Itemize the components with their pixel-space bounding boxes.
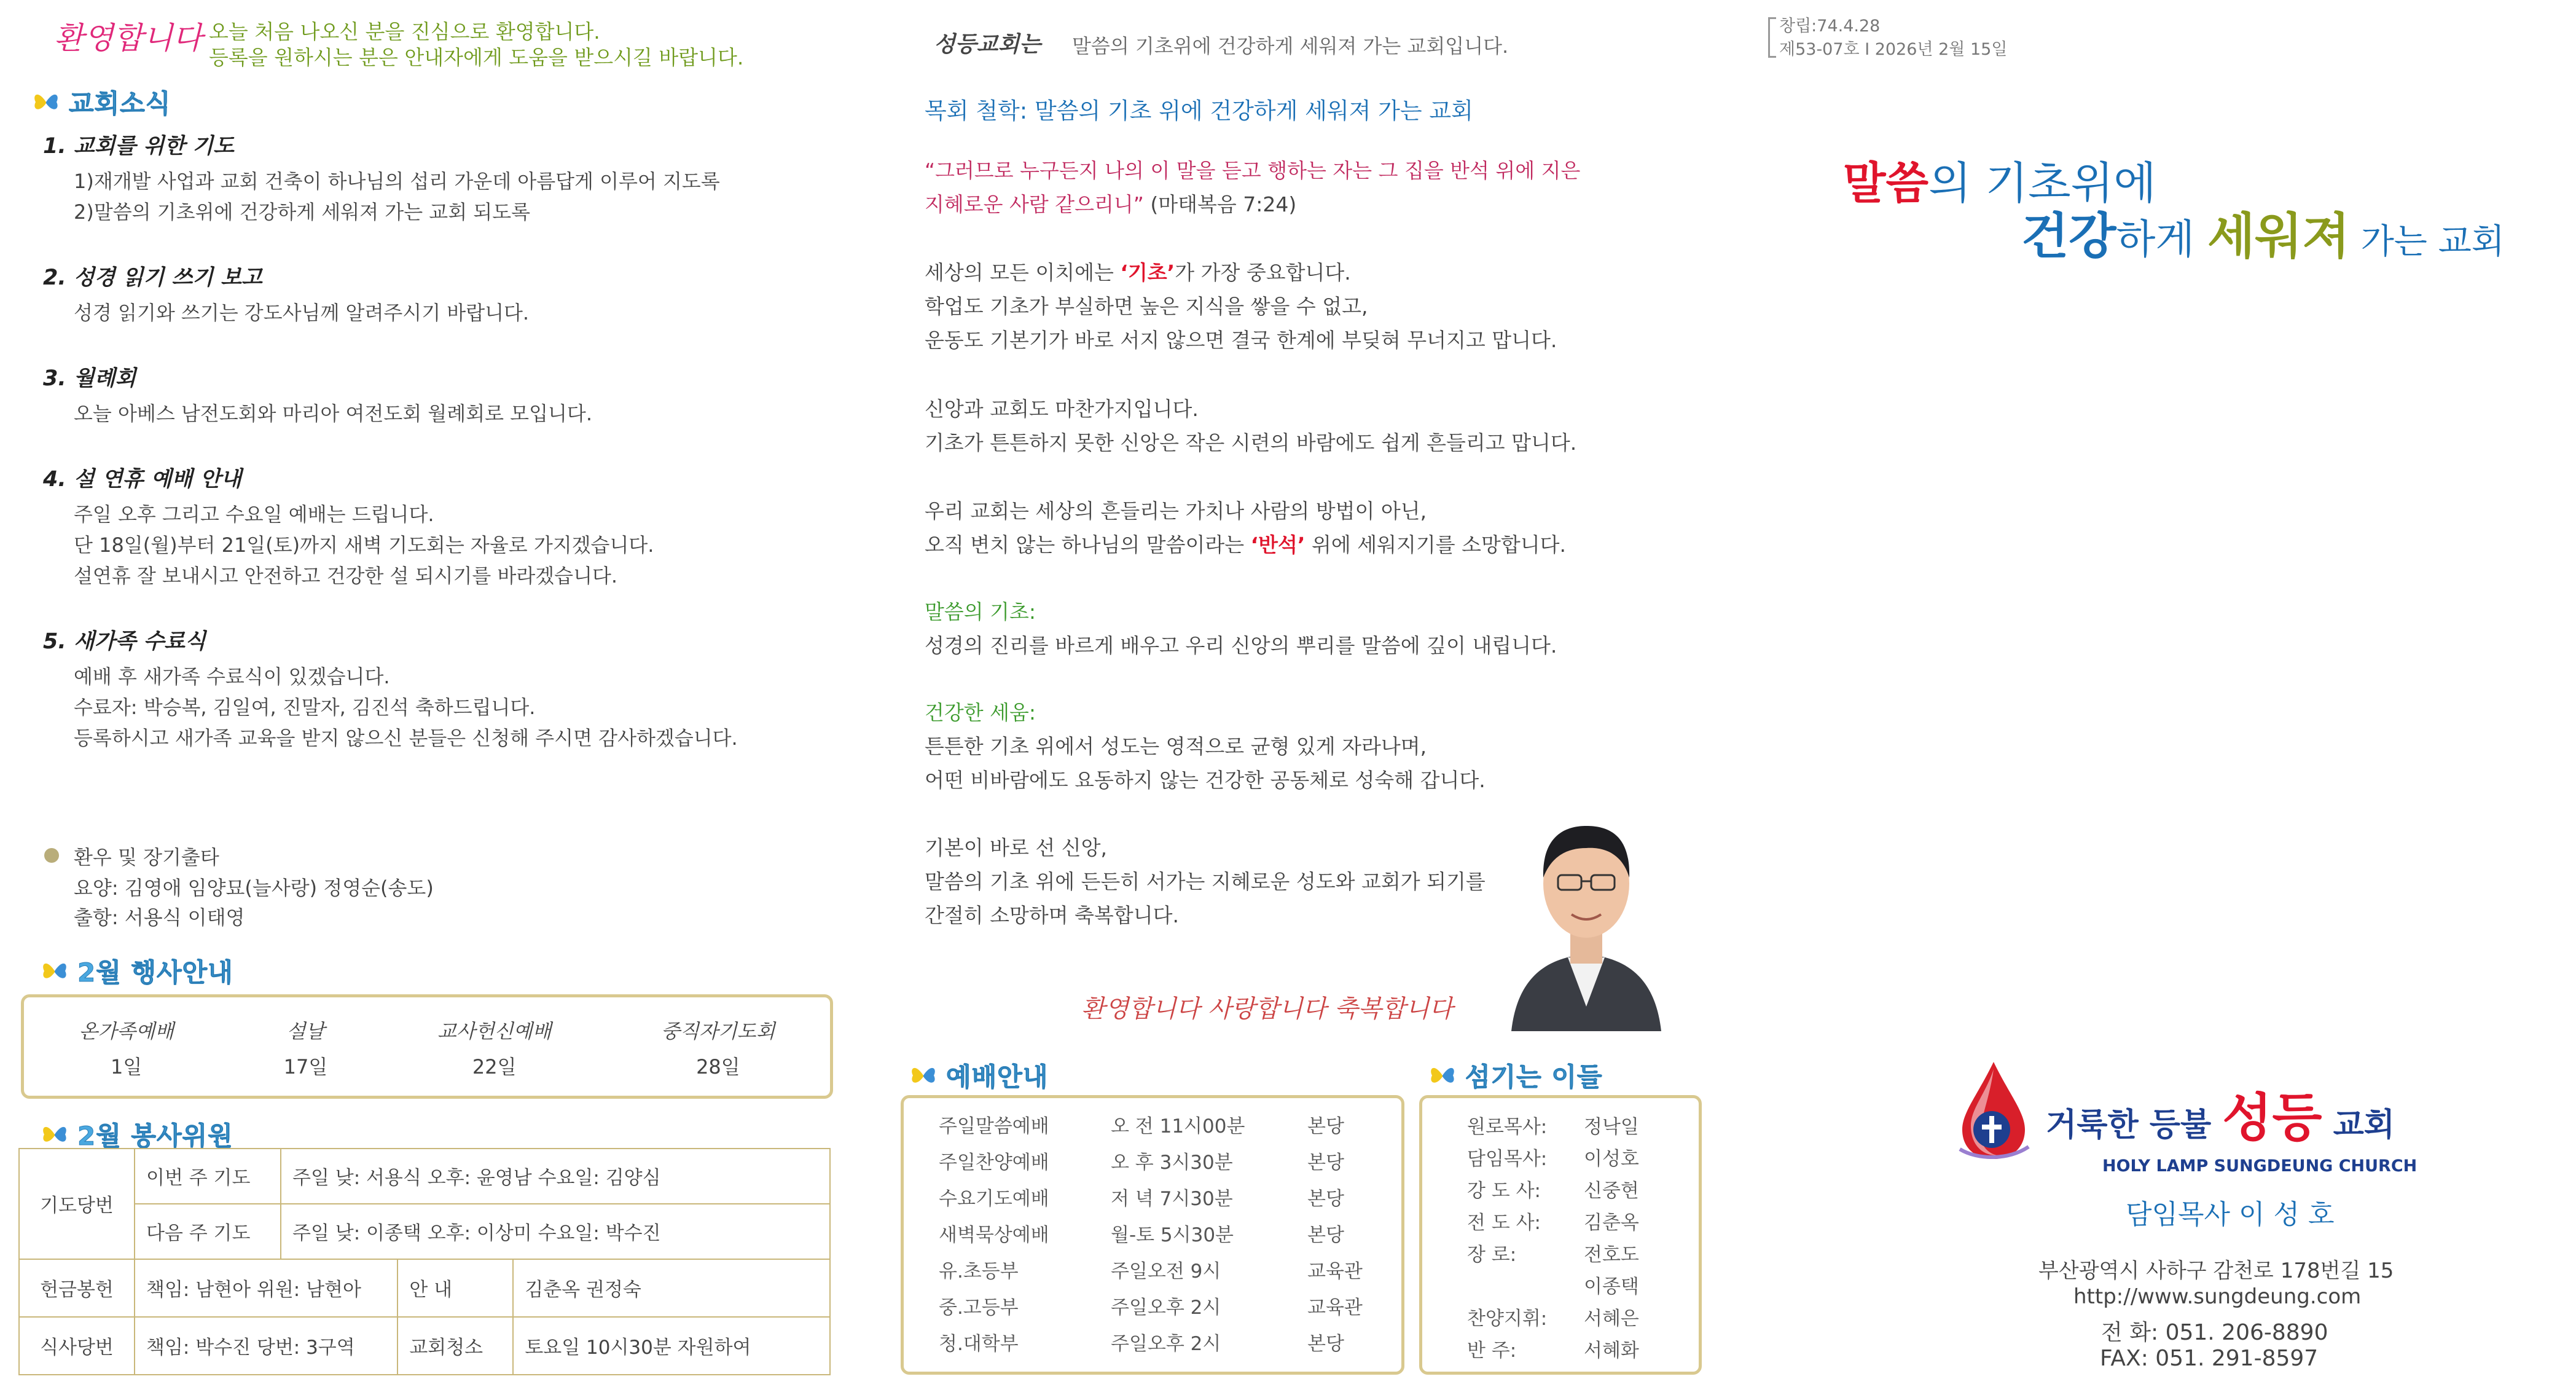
news-item <box>43 462 842 591</box>
mid-header-text: 말씀의 기초위에 건강하게 세워져 가는 교회입니다. <box>1072 34 1509 58</box>
list-item <box>1467 1204 1688 1236</box>
table-row <box>19 1149 830 1204</box>
staff-role: 반 주: <box>1467 1339 1517 1362</box>
staff-name: 김춘옥 <box>1584 1211 1639 1234</box>
staff-name: 전호도 <box>1584 1243 1639 1266</box>
cover-word: 의 기초위에 <box>1928 157 2156 209</box>
news-item-line: 주일 오후 그리고 수요일 예배는 드립니다. <box>74 503 434 526</box>
address: 부산광역시 사하구 감천로 178번길 15 <box>2038 1259 2394 1283</box>
patients-title: 환우 및 장기출타 <box>74 846 219 869</box>
paragraph-2 <box>925 392 1705 460</box>
list-item <box>1467 1268 1688 1300</box>
text: 운동도 기본기가 바로 서지 않으면 결국 한계에 부딪혀 무너지고 맙니다. <box>925 328 1557 352</box>
meal-value: 책임: 박수진 당번: 3구역 <box>135 1317 397 1375</box>
news-item <box>43 129 842 227</box>
welcome-script: 환영합니다 <box>54 20 203 56</box>
worship-title <box>909 1057 1048 1094</box>
service-title <box>41 1116 233 1153</box>
guide-label: 안 내 <box>397 1259 513 1317</box>
pastor-name: 담임목사 이 성 호 <box>2126 1199 2335 1230</box>
verse <box>925 154 1705 221</box>
verse-line <box>925 187 1705 221</box>
cover-title-line-2 <box>2021 197 2505 267</box>
butterfly-icon <box>41 959 69 983</box>
butterfly-icon <box>41 1122 69 1147</box>
patients-line-2: 출항: 서용식 이태영 <box>74 906 245 929</box>
church-logo-icon <box>1954 1057 2034 1161</box>
offering-label: 헌금봉헌 <box>19 1259 135 1317</box>
staff-name: 서혜은 <box>1584 1307 1639 1330</box>
text: 세상의 모든 이치에는 <box>925 261 1121 285</box>
staff-role: 원로목사: <box>1467 1115 1548 1138</box>
worship-list <box>939 1106 1381 1360</box>
worship-name: 새벽묵상예배 <box>939 1224 1049 1246</box>
next-week-value: 주일 낮: 이종택 오후: 이상미 수요일: 박수진 <box>281 1204 830 1259</box>
event-date: 1일 <box>110 1055 143 1078</box>
service-title-text: 2월 봉사위원 <box>77 1121 233 1151</box>
paragraph-3 <box>925 494 1705 562</box>
paragraph-1 <box>925 256 1705 357</box>
philosophy: 목회 철학: 말씀의 기초 위에 건강하게 세워져 가는 교회 <box>925 98 1473 124</box>
text: 우리 교회는 세상의 흔들리는 가치나 사람의 방법이 아닌, <box>925 499 1427 523</box>
text: 어떤 비바람에도 요동하지 않는 건강한 공동체로 성숙해 갑니다. <box>925 768 1486 792</box>
worship-name: 주일찬양예배 <box>939 1152 1049 1174</box>
event-item <box>284 1016 328 1080</box>
worship-time: 주일오후 2시 <box>1111 1333 1221 1355</box>
staff-name: 이종택 <box>1584 1275 1639 1298</box>
worship-time: 월-토 5시30분 <box>1111 1224 1234 1246</box>
list-item <box>1467 1300 1688 1332</box>
keyword: ‘기초’ <box>1120 261 1175 285</box>
event-date: 28일 <box>696 1055 740 1078</box>
event-name: 설날 <box>286 1020 325 1043</box>
news-item-line: 설연휴 잘 보내시고 안전하고 건강한 설 되시기를 바라겠습니다. <box>74 564 618 587</box>
event-item <box>79 1016 174 1080</box>
welcome-line-2: 등록을 원하시는 분은 안내자에게 도움을 받으시길 바랍니다. <box>209 45 744 69</box>
next-week-label: 다음 주 기도 <box>135 1204 281 1259</box>
worship-place: 본당 <box>1307 1115 1344 1137</box>
news-item-head: 3. 월례회 <box>43 366 136 391</box>
worship-place: 본당 <box>1307 1152 1344 1174</box>
worship-place: 교육관 <box>1307 1297 1363 1319</box>
staff-title-text: 섬기는 이들 <box>1465 1062 1603 1092</box>
worship-title-text: 예배안내 <box>946 1062 1049 1092</box>
list-item <box>939 1215 1381 1251</box>
worship-time: 저 녁 7시30분 <box>1111 1188 1233 1210</box>
list-item <box>939 1106 1381 1142</box>
this-week-label: 이번 주 기도 <box>135 1149 281 1204</box>
church-prefix: 거룩한 등불 <box>2046 1107 2212 1144</box>
patients-line-1: 요양: 김영애 임양묘(늘사랑) 정영순(송도) <box>74 876 434 900</box>
events-box <box>21 994 833 1099</box>
news-item <box>43 261 842 328</box>
staff-title <box>1428 1057 1602 1094</box>
phone: 전 화: 051. 206-8890 <box>2101 1320 2328 1345</box>
worship-name: 주일말씀예배 <box>939 1115 1049 1137</box>
events-title-text: 2월 행사안내 <box>77 957 233 988</box>
text: 말씀의 기초 위에 든든히 서가는 지혜로운 성도와 교회가 되기를 <box>925 870 1486 894</box>
list-item <box>1467 1236 1688 1268</box>
service-table <box>18 1148 831 1375</box>
worship-name: 유.초등부 <box>939 1260 1019 1283</box>
worship-place: 본당 <box>1307 1333 1344 1355</box>
news-item-head: 5. 새가족 수료식 <box>43 629 206 654</box>
text: 기본이 바로 선 신앙, <box>925 836 1107 860</box>
news-item-head: 4. 설 연휴 예배 안내 <box>43 467 242 492</box>
table-row <box>19 1204 830 1259</box>
list-item <box>1467 1141 1688 1173</box>
this-week-value: 주일 낮: 서용식 오후: 윤영남 수요일: 김양심 <box>281 1149 830 1204</box>
text: 가 가장 중요합니다. <box>1175 261 1351 285</box>
event-name: 교사헌신예배 <box>437 1020 552 1043</box>
list-item <box>939 1251 1381 1287</box>
staff-name: 이성호 <box>1584 1147 1639 1170</box>
text: 신앙과 교회도 마찬가지입니다. <box>925 397 1199 421</box>
event-item <box>661 1016 775 1080</box>
slogan: 환영합니다 사랑합니다 축복합니다 <box>1081 995 1454 1023</box>
founded: 창립:74.4.28 <box>1779 17 1881 36</box>
events-title <box>41 953 233 989</box>
welcome-line-1: 오늘 처음 나오신 분을 진심으로 환영합니다. <box>209 20 600 44</box>
staff-role: 장 로: <box>1467 1243 1517 1266</box>
news-item-line: 1)재개발 사업과 교회 건축이 하나님의 섭리 가운데 아름답게 이루어 지도록 <box>74 170 720 193</box>
event-name: 온가족예배 <box>79 1020 174 1043</box>
text: 간절히 소망하며 축복합니다. <box>925 903 1180 927</box>
list-item <box>1467 1109 1688 1141</box>
news-title-text: 교회소식 <box>69 88 171 119</box>
worship-name: 수요기도예배 <box>939 1188 1049 1210</box>
event-date: 22일 <box>472 1055 517 1078</box>
cover-word: 세워져 <box>2207 208 2350 265</box>
news-item <box>43 624 842 753</box>
text: 오직 변치 않는 하나님의 말씀이라는 <box>925 533 1251 557</box>
list-item <box>939 1287 1381 1324</box>
list-item <box>939 1142 1381 1179</box>
table-row <box>19 1259 830 1317</box>
news-item-head: 1. 교회를 위한 기도 <box>43 134 234 159</box>
event-item <box>437 1016 551 1080</box>
website-link[interactable]: http://www.sungdeung.com <box>2073 1284 2362 1309</box>
worship-time: 오 전 11시00분 <box>1111 1115 1245 1137</box>
verse-ref: (마태복음 7:24) <box>1150 192 1297 216</box>
subheading: 말씀의 기초: <box>925 600 1036 624</box>
verse-line: “그러므로 누구든지 나의 이 말을 듣고 행하는 자는 그 집을 반석 위에 지은 <box>925 159 1581 183</box>
news-item-line: 예배 후 새가족 수료식이 있겠습니다. <box>74 665 390 688</box>
worship-place: 교육관 <box>1307 1260 1363 1283</box>
worship-place: 본당 <box>1307 1188 1344 1210</box>
worship-time: 주일오전 9시 <box>1111 1260 1221 1283</box>
butterfly-icon <box>909 1063 938 1088</box>
cover-word: 건강 <box>2021 208 2116 265</box>
staff-list <box>1467 1109 1688 1364</box>
list-item <box>1467 1173 1688 1204</box>
cover-word: 하게 <box>2116 216 2208 263</box>
church-name: 성등 <box>2222 1088 2322 1148</box>
worship-time: 주일오후 2시 <box>1111 1297 1221 1319</box>
staff-role: 찬양지휘: <box>1467 1307 1548 1330</box>
staff-role: 강 도 사: <box>1467 1179 1541 1202</box>
subheading: 건강한 세움: <box>925 701 1036 725</box>
worship-place: 본당 <box>1307 1224 1344 1246</box>
cover-word: 말씀 <box>1843 157 1929 209</box>
staff-name: 서혜화 <box>1584 1339 1639 1362</box>
news-item-line: 수료자: 박승복, 김일여, 진말자, 김진석 축하드립니다. <box>74 696 536 719</box>
list-item <box>1467 1332 1688 1364</box>
worship-name: 중.고등부 <box>939 1297 1019 1319</box>
keyword: ‘반석’ <box>1250 533 1306 557</box>
church-english-name: HOLY LAMP SUNGDEUNG CHURCH <box>2102 1157 2417 1176</box>
event-name: 중직자기도회 <box>661 1020 775 1043</box>
news-item-line: 단 18일(월)부터 21일(토)까지 새벽 기도회는 자율로 가지겠습니다. <box>74 533 654 557</box>
text: 기초가 튼튼하지 못한 신앙은 작은 시련의 바람에도 쉽게 흔들리고 맙니다. <box>925 431 1577 455</box>
offering-value: 책임: 남현아 위원: 남현아 <box>135 1259 397 1317</box>
worship-time: 오 후 3시30분 <box>1111 1152 1233 1174</box>
news-item-line: 2)말씀의 기초위에 건강하게 세워져 가는 교회 되도록 <box>74 200 531 224</box>
paragraph-5 <box>925 696 1705 797</box>
text: 위에 세워지기를 소망합니다. <box>1305 533 1566 557</box>
list-item <box>939 1179 1381 1215</box>
staff-name: 정낙일 <box>1584 1115 1639 1138</box>
cover-word: 가는 교회 <box>2349 222 2505 262</box>
news-item <box>43 361 842 429</box>
news-item-line: 오늘 아베스 남전도회와 마리아 여전도회 월례회로 모입니다. <box>74 402 593 425</box>
clean-value: 토요일 10시30분 자원하여 <box>513 1317 830 1375</box>
staff-name: 신중현 <box>1584 1179 1639 1202</box>
pastor-photo <box>1499 804 1674 1031</box>
bracket-mark <box>1768 17 1776 58</box>
staff-role: 전 도 사: <box>1467 1211 1541 1234</box>
butterfly-icon <box>1428 1063 1457 1088</box>
church-suffix: 교회 <box>2333 1107 2395 1144</box>
verse-text: 지혜로운 사람 같으리니” <box>925 192 1144 216</box>
issue: 제53-07호 I 2026년 2월 15일 <box>1779 40 2008 59</box>
butterfly-icon <box>32 90 60 114</box>
list-item <box>939 1324 1381 1360</box>
fax: FAX: 051. 291-8597 <box>2100 1346 2319 1371</box>
staff-role: 담임목사: <box>1467 1147 1548 1170</box>
news-item-head: 2. 성경 읽기 쓰기 보고 <box>43 265 262 290</box>
text: 튼튼한 기초 위에서 성도는 영적으로 균형 있게 자라나며, <box>925 734 1427 758</box>
table-row <box>19 1317 830 1375</box>
prayer-label: 기도당번 <box>19 1149 135 1259</box>
news-list <box>43 129 842 787</box>
worship-name: 청.대학부 <box>939 1333 1019 1355</box>
news-title <box>32 84 171 120</box>
text: 학업도 기초가 부실하면 높은 지식을 쌓을 수 없고, <box>925 294 1368 318</box>
meal-label: 식사당번 <box>19 1317 135 1375</box>
mid-header-label: 성등교회는 <box>934 32 1041 57</box>
event-date: 17일 <box>283 1055 328 1078</box>
guide-value: 김춘옥 권정숙 <box>513 1259 830 1317</box>
church-name-row <box>2046 1077 2395 1151</box>
bullet-icon <box>44 848 59 863</box>
news-item-line: 등록하시고 새가족 교육을 받지 않으신 분들은 신청해 주시면 감사하겠습니다. <box>74 726 738 750</box>
paragraph-4 <box>925 595 1705 662</box>
text: 성경의 진리를 바르게 배우고 우리 신앙의 뿌리를 말씀에 깊이 내립니다. <box>925 634 1557 658</box>
news-item-line: 성경 읽기와 쓰기는 강도사님께 알려주시기 바랍니다. <box>74 301 530 324</box>
clean-label: 교회청소 <box>397 1317 513 1375</box>
